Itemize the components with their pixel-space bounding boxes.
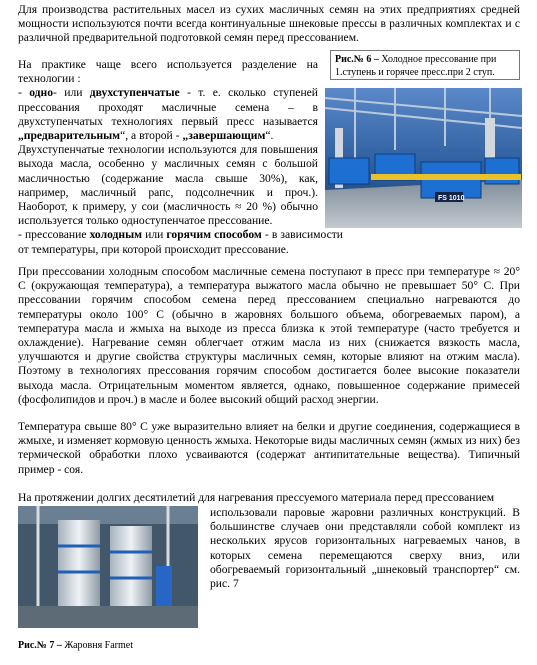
- heating-paragraph-lead: На протяжении долгих десятилетий для нагревания прессуемого материала перед прессованием: [18, 491, 495, 504]
- intro-paragraph: Для производства растительных масел из сухих масличных семян на этих предприятиях средней мощности используются почти всегда континуальные шнековые прессы в различных комплектах и с различной предварительной подготовкой семян перед прессованием.: [18, 3, 520, 45]
- two-stage-paragraph: Двухступенчатые технологии используются для повышения выхода масла, особенно у масличных семян с большой масличностью (содержание масла свыше 30%), как, например, масличный рапс, подсолнечник и проч.). Наоборот, к примеру, у сои (масличность ≈ 20 %) обычно используется только одноступенчатое прессование.: [18, 143, 318, 228]
- figure-6-caption: Рис.№ 6 – Холодное прессование при 1.ступень и горячее пресс.при 2 ступ.: [330, 50, 520, 80]
- figure-6-press-photo: [325, 88, 522, 228]
- bullet-temperature: - прессование холодным или горячим способом - в зависимости от температуры, при которой происходит прессование.: [18, 228, 343, 256]
- technology-lead: На практике чаще всего используется разделение на технологии :: [18, 58, 318, 86]
- bullet-stages: - одно- или двухступенчатые - т. е. сколько ступеней прессования проходят масличные семена – в двухступенчатых технологиях первый пресс называется „предварительным“, а второй - „завершающим“.: [18, 86, 318, 143]
- technology-list: [18, 58, 343, 257]
- cold-hot-pressing-paragraph: При прессовании холодным способом масличные семена поступают в пресс при температуре ≈ 20° C (окружающая температура), а температура выжатого масла обычно не превышает 50° C. При прессовании горячим способом семена перед прессованием специально нагреваются до температуры около 100° C (обычно в жаровнях большого объема, обогреваемых паром), а температура масла и жмыха на выходе из пресса близка к этой температуре (часто требуется и охлаждение). Нагревание семян облегчает отжим масла из них (снижается вязкость масла, улучшаются и другие свойства структуры масличных семян, которые влияют на отжим масла). Поэтому в технологиях прессования горячим способом достигается более высокие показатели выхода масла. Отрицательным моментом является, однако, повышенное содержание примесей (фосфолипидов и проч.) в масле и более высокий общий расход энергии.: [18, 265, 520, 406]
- press-line-illustration: [325, 88, 522, 228]
- heating-paragraph-rest: использовали паровые жаровни различных конструкций. В большинстве случаев они представляли собой комплект из нескольких ярусов горизонтальных нагреваемых чанов, в которых семена перемещаются сверху вниз, или обогреваемый горизонтальный „шнековый транспортер“ см. рис. 7: [210, 506, 520, 591]
- figure-7-caption: Рис.№ 7 – Жаровня Farmet: [18, 640, 134, 651]
- press-plate-label: FS 1010: [438, 195, 465, 202]
- roaster-illustration: [18, 506, 198, 628]
- figure-7-roaster-photo: [18, 506, 198, 628]
- temperature-paragraph: Температура свыше 80° C уже выразительно влияет на белки и другие соединения, содержащиеся в жмыхе, и изменяет кормовую ценность жмыха. Некоторые виды масличных семян (жмых из них) без термической обработки плохо усваиваются (содержат антипитательные вещества). Типичный пример - соя.: [18, 420, 520, 476]
